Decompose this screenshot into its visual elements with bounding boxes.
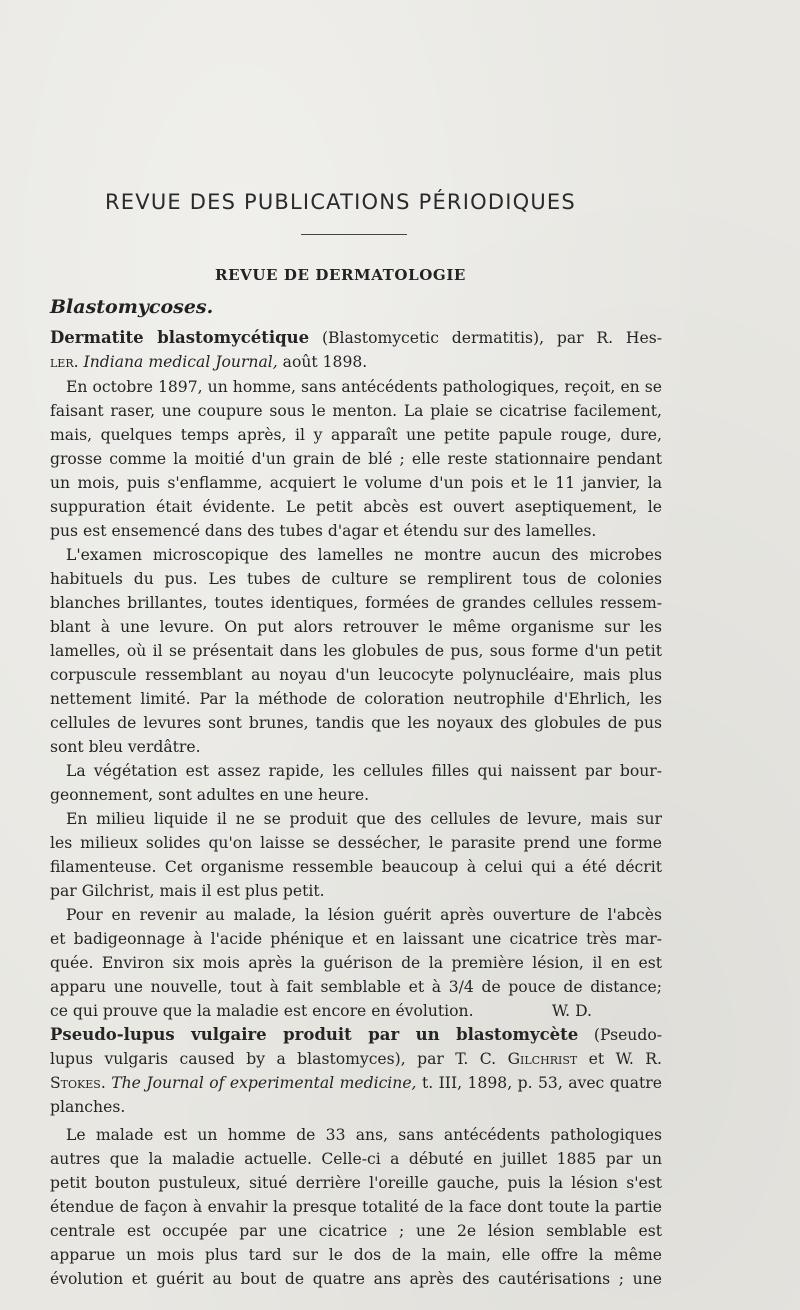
article1-subtitle: (Blastomycetic dermatitis), par R. Hes- bbox=[321, 329, 662, 347]
a1-p2-line: L'examen microscopique des lamelles ne montre aucun des microbes bbox=[66, 546, 662, 564]
article2-title-line bbox=[50, 1024, 662, 1046]
a1-p4-line: les milieux solides qu'on laisse se dessécher, le parasite prend une forme bbox=[50, 834, 662, 852]
a1-p2-line: nettement limité. Par la méthode de coloration neutrophile d'Ehrlich, les bbox=[50, 690, 662, 708]
a1-p5-last-line bbox=[50, 1000, 662, 1022]
a1-p4-line: par Gilchrist, mais il est plus petit. bbox=[50, 882, 325, 900]
a1-p5-line: Pour en revenir au malade, la lésion guérit après ouverture de l'abcès bbox=[66, 906, 662, 924]
a1-p1-line: un mois, puis s'enflamme, acquiert le volume d'un pois et le 11 janvier, la bbox=[50, 474, 662, 492]
a2-p1-line: centrale est occupée par une cicatrice ; une 2e lésion semblable est bbox=[50, 1222, 662, 1240]
article2-and: et W. R. bbox=[588, 1050, 662, 1068]
a1-p1-line: suppuration était évidente. Le petit abcès est ouvert aseptiquement, le bbox=[50, 498, 662, 516]
section-heading: REVUE DE DERMATOLOGIE bbox=[215, 266, 466, 284]
article2-title-tail: (Pseudo- bbox=[593, 1026, 662, 1044]
a1-p5-last-text: ce qui prouve que la maladie est encore en évolution. bbox=[50, 1002, 474, 1020]
topic-heading: Blastomycoses. bbox=[50, 296, 214, 318]
article1-citation-line bbox=[50, 351, 662, 373]
a1-p2-line: sont bleu verdâtre. bbox=[50, 738, 201, 756]
article1-author-tail: ler. bbox=[50, 353, 79, 371]
article2-title: Pseudo-lupus vulgaire produit par un blastomycète bbox=[50, 1025, 579, 1044]
a1-p2-line: habituels du pus. Les tubes de culture se remplirent tous de colonies bbox=[50, 570, 662, 588]
a1-p1-line: En octobre 1897, un homme, sans antécédents pathologiques, reçoit, en se bbox=[66, 378, 662, 396]
a1-p2-line: lamelles, où il se présentait dans les globules de pus, sous forme d'un petit bbox=[50, 642, 662, 660]
title-rule bbox=[301, 234, 407, 235]
a1-p2-line: corpuscule ressemblant au noyau d'un leucocyte polynucléaire, mais plus bbox=[50, 666, 662, 684]
a1-p5-line: quée. Environ six mois après la guérison de la première lésion, il en est bbox=[50, 954, 662, 972]
a2-p1-line: petit bouton pustuleux, situé derrière l'oreille gauche, puis la lésion s'est bbox=[50, 1174, 662, 1192]
a2-p1-line: Le malade est un homme de 33 ans, sans antécédents pathologiques bbox=[66, 1126, 662, 1144]
article2-ref: t. III, 1898, p. 53, avec quatre bbox=[421, 1074, 662, 1092]
a1-p1-line: faisant raser, une coupure sous le menton. La plaie se cicatrise facilement, bbox=[50, 402, 662, 420]
article2-citation-line bbox=[50, 1048, 662, 1070]
a1-p5-line: et badigeonnage à l'acide phénique et en laissant une cicatrice très mar- bbox=[50, 930, 662, 948]
a1-p1-line: pus est ensemencé dans des tubes d'agar et étendu sur des lamelles. bbox=[50, 522, 597, 540]
a1-p2-line: cellules de levures sont brunes, tandis que les noyaux des globules de pus bbox=[50, 714, 662, 732]
article2-subtitle: lupus vulgaris caused by a blastomyces), par T. C. bbox=[50, 1050, 497, 1068]
a1-p2-line: blant à une levure. On put alors retrouver le même organisme sur les bbox=[50, 618, 662, 636]
a1-p1-line: mais, quelques temps après, il y apparaît une petite papule rouge, dure, bbox=[50, 426, 662, 444]
article1-date: août 1898. bbox=[282, 353, 368, 371]
article2-author2: Stokes. bbox=[50, 1074, 106, 1092]
article1-title-line bbox=[50, 327, 662, 349]
running-title: REVUE DES PUBLICATIONS PÉRIODIQUES bbox=[105, 190, 576, 214]
a2-p1-line: étendue de façon à envahir la presque totalité de la face dont toute la partie bbox=[50, 1198, 662, 1216]
a1-p4-line: filamenteuse. Cet organisme ressemble beaucoup à celui qui a été décrit bbox=[50, 858, 662, 876]
a1-p4-line: En milieu liquide il ne se produit que des cellules de levure, mais sur bbox=[66, 810, 662, 828]
a2-p1-line: évolution et guérit au bout de quatre ans après des cautérisations ; une bbox=[50, 1270, 662, 1288]
article2-journal: The Journal of experimental medicine, bbox=[111, 1074, 417, 1092]
article2-journal-line bbox=[50, 1072, 662, 1094]
a1-p3-line: La végétation est assez rapide, les cellules filles qui naissent par bour- bbox=[66, 762, 662, 780]
article1-signature: W. D. bbox=[551, 1002, 592, 1020]
a1-p5-line: apparu une nouvelle, tout à fait semblable et à 3/4 de pouce de distance; bbox=[50, 978, 662, 996]
a1-p1-line: grosse comme la moitié d'un grain de blé ; elle reste stationnaire pendant bbox=[50, 450, 662, 468]
article1-journal: Indiana medical Journal, bbox=[83, 353, 278, 371]
article2-author1: Gilchrist bbox=[507, 1050, 578, 1068]
a1-p2-line: blanches brillantes, toutes identiques, formées de grandes cellules ressem- bbox=[50, 594, 662, 612]
a2-p1-line: autres que la maladie actuelle. Celle-ci a débuté en juillet 1885 par un bbox=[50, 1150, 662, 1168]
a2-p1-line: apparue un mois plus tard sur le dos de la main, elle offre la même bbox=[50, 1246, 662, 1264]
a1-p3-line: geonnement, sont adultes en une heure. bbox=[50, 786, 370, 804]
article2-plates-line: planches. bbox=[50, 1098, 126, 1116]
article1-title: Dermatite blastomycétique bbox=[50, 328, 310, 347]
